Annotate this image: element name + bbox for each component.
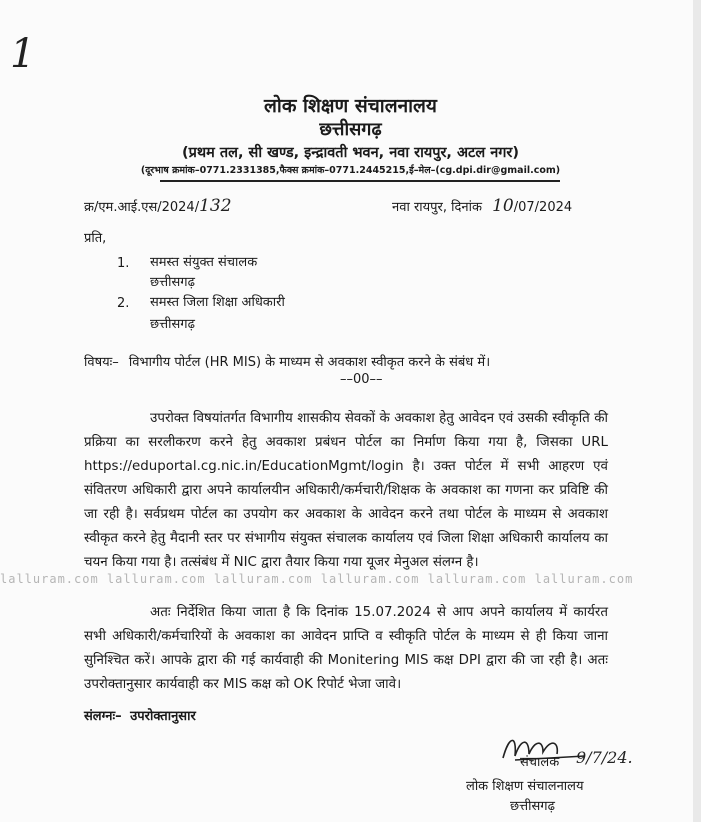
subject-label: विषयः–: [84, 355, 119, 370]
org-name: लोक शिक्षण संचालनालय: [264, 95, 437, 117]
org-contact: (दूरभाष क्रमांक–0771.2331385,फैक्स क्रमांक–0771.2445215,ई–मेल–(cg.dpi.dir@gmail.com): [140, 165, 561, 176]
body-paragraph-2-text: अतः निर्देशित किया जाता है कि दिनांक 15.07.2024 से आप अपने कार्यालय में कार्यरत सभी अधिकारी/कर्मचारियों के अवकाश का आवेदन प्राप्ति व स्वीकृति पोर्टल के माध्यम से ही किया जाना सुनिश्चित करें। आपके द्वारा की गई कार्यवाही की Monitering MIS कक्ष DPI द्वारा की जा रही है। अतः उपरोक्तानुसार कार्यवाही कर MIS कक्ष को OK रिपोर्ट भेजा जावे।: [84, 605, 608, 693]
signature-org: लोक शिक्षण संचालनालय: [466, 779, 584, 794]
reference-handwritten-number: 132: [199, 196, 232, 216]
header-rule: [160, 180, 560, 182]
recipient-2-number: 2.: [117, 296, 130, 311]
margin-note: 1: [10, 31, 36, 77]
recipient-2-title: समस्त जिला शिक्षा अधिकारी: [150, 295, 285, 310]
recipient-1-title: समस्त संयुक्त संचालक: [150, 255, 258, 270]
body-paragraph-1: [84, 394, 608, 589]
org-address: (प्रथम तल, सी खण्ड, इन्द्रावती भवन, नवा रायपुर, अटल नगर): [182, 145, 519, 161]
to-label: प्रति,: [84, 231, 107, 246]
org-state: छत्तीसगढ़: [319, 119, 382, 140]
reference-number: [84, 196, 232, 216]
recipient-2-state: छत्तीसगढ़: [150, 317, 195, 332]
date-month-year: /07/2024: [513, 200, 573, 215]
signature-title: संचालक: [520, 755, 560, 770]
place-date-prefix: नवा रायपुर, दिनांक: [392, 200, 482, 215]
recipient-1-number: 1.: [117, 256, 130, 271]
place-date: [392, 196, 572, 216]
reference-prefix: क्र/एम.आई.एस/2024/: [84, 200, 200, 215]
signature-state: छत्तीसगढ़: [510, 799, 555, 814]
enclosure-text: उपरोक्तानुसार: [130, 709, 196, 724]
enclosure-label: संलग्नः–: [84, 709, 122, 724]
body-paragraph-1-text: उपरोक्त विषयांतर्गत विभागीय शासकीय सेवकों के अवकाश हेतु आवेदन एवं उसकी स्वीकृति की प्रक्रिया का सरलीकरण करने हेतु अवकाश प्रबंधन पोर्टल का निर्माण किया गया है, जिसका URL https://eduportal.cg.nic.in/EducationMgmt/login है। उक्त पोर्टल में सभी आहरण एवं संवितरण अधिकारी द्वारा अपने कार्यालयीन अधिकारी/कर्मचारी/शिक्षक के अवकाश का गणना कर प्रविष्टि की जा रही है। सर्वप्रथम पोर्टल का उपयोग कर अवकाश के आवेदन करने तथा पोर्टल के माध्यम से अवकाश स्वीकृत करने हेतु मैदानी स्तर पर संभागीय संयुक्त संचालक कार्यालय एवं जिला शिक्षा अधिकारी कार्यालय का चयन किया गया है। तत्संबंध में NIC द्वारा तैयार किया गया यूजर मेनुअल संलग्न है।: [84, 411, 608, 571]
recipient-1-state: छत्तीसगढ़: [150, 275, 195, 290]
subject-separator: ––00––: [340, 372, 383, 387]
enclosure-line: [84, 706, 196, 724]
signature-date: 9/7/24.: [576, 748, 633, 767]
subject-line: [84, 352, 490, 370]
date-day-handwritten: 10: [492, 196, 514, 216]
body-paragraph-2: [84, 588, 608, 711]
watermark: lalluram.com lalluram.com lalluram.com lalluram.com lalluram.com lalluram.com: [0, 572, 634, 586]
subject-text: विभागीय पोर्टल (HR MIS) के माध्यम से अवकाश स्वीकृत करने के संबंध में।: [128, 355, 491, 370]
